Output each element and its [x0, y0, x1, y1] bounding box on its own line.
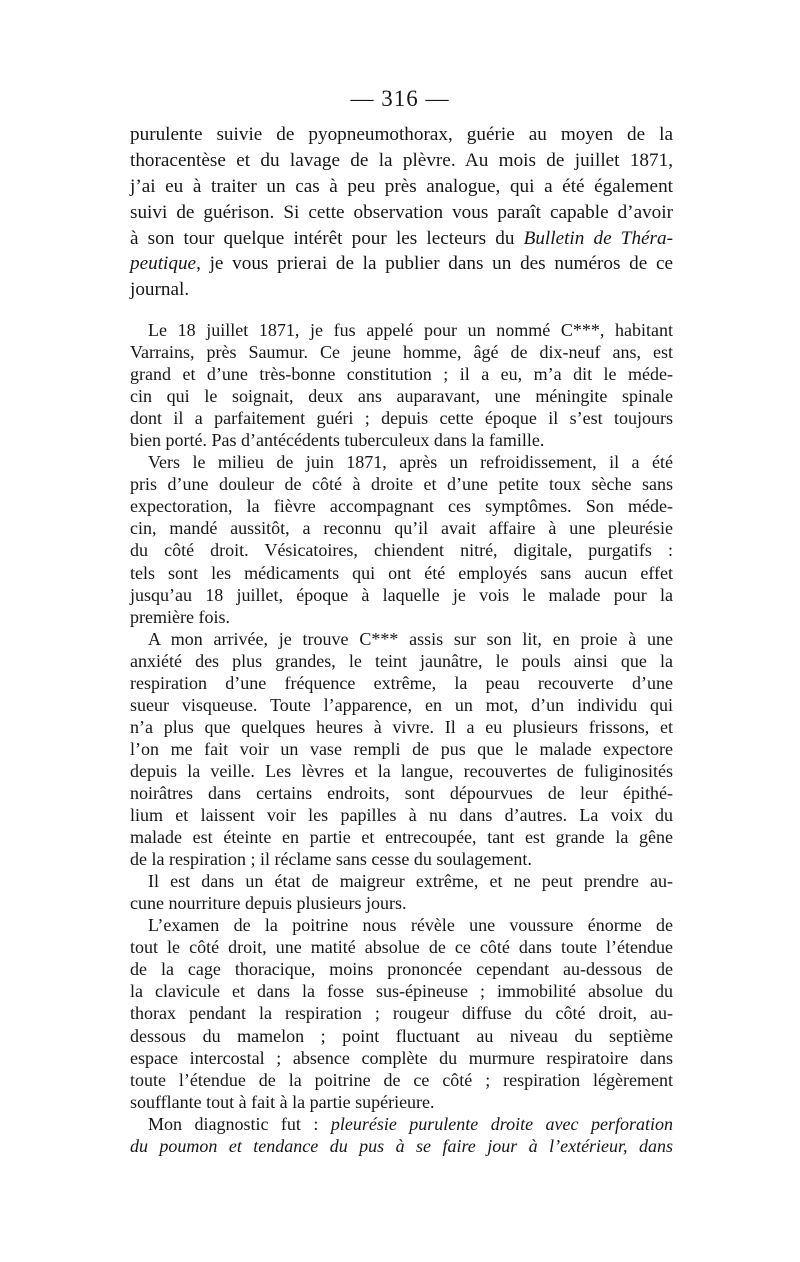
body-line	[130, 1113, 673, 1135]
line-text: journal.	[130, 279, 190, 301]
line-text: purulente suivie de pyopneumothorax, guérie au moyen de la	[130, 124, 673, 145]
line-text: espace intercostal ; absence complète du murmure respiratoire dans	[130, 1047, 673, 1068]
body-line	[130, 804, 673, 826]
line-text: L’examen de la poitrine nous révèle une voussure énorme de	[148, 915, 673, 936]
body-line	[130, 738, 673, 760]
body-line	[130, 650, 673, 672]
body-line	[130, 584, 673, 606]
body-line	[130, 628, 673, 650]
line-text: pris d’une douleur de côté à droite et d’une petite toux sèche sans	[130, 474, 673, 495]
body-line	[130, 716, 673, 738]
line-text: l’on me fait voir un vase rempli de pus que le malade expectore	[130, 738, 673, 759]
line-text: bien porté. Pas d’antécédents tuberculeux dans la famille.	[130, 430, 545, 451]
body-line	[130, 782, 673, 804]
line-text: Varrains, près Saumur. Ce jeune homme, âgé de dix-neuf ans, est	[130, 342, 673, 363]
body-line	[130, 539, 673, 561]
line-text: la clavicule et dans la fosse sus-épineuse ; immobilité absolue du	[130, 981, 673, 1002]
line-text: tout le côté droit, une matité absolue de ce côté dans toute l’étendue	[130, 937, 673, 958]
body-line	[130, 1002, 673, 1024]
body-line	[130, 826, 673, 848]
line-text: cin qui le soignait, deux ans auparavant, une méningite spinale	[130, 386, 673, 407]
line-text: Mon diagnostic fut :	[148, 1113, 331, 1134]
line-text: Vers le milieu de juin 1871, après un refroidissement, il a été	[148, 452, 673, 473]
italic-text: peutique	[130, 253, 197, 275]
body-line	[130, 1025, 673, 1047]
line-text: dessous du mamelon ; point fluctuant au niveau du septième	[130, 1025, 673, 1046]
body-line	[130, 936, 673, 958]
line-text: Le 18 juillet 1871, je fus appelé pour un nommé C***, habitant	[148, 320, 673, 340]
line-text: lium et laissent voir les papilles à nu dans d’autres. La voix du	[130, 805, 673, 826]
line-text: du côté droit. Vésicatoires, chiendent nitré, digitale, purgatifs :	[130, 540, 673, 561]
body-line	[130, 892, 673, 914]
line-text: suivi de guérison. Si cette observation vous paraît capable d’avoir	[130, 201, 673, 223]
body-line	[130, 694, 673, 716]
line-text: à son tour quelque intérêt pour les lecteurs du	[130, 227, 524, 249]
line-text: tels sont les médicaments qui ont été employés sans aucun effet	[130, 562, 673, 583]
page-number: — 316 —	[350, 86, 450, 111]
opening-paragraph-line	[130, 277, 673, 303]
opening-paragraph-line	[130, 148, 673, 174]
body-line	[130, 363, 673, 385]
body-line	[130, 870, 673, 892]
line-text: grand et d’une très-bonne constitution ; il a eu, m’a dit le méde-	[130, 364, 673, 385]
italic-text: Bulletin de Théra-	[523, 227, 673, 249]
body-line	[130, 760, 673, 782]
body-line	[130, 1047, 673, 1069]
line-text: du poumon et tendance du pus à se faire jour à l’extérieur, dans	[130, 1135, 673, 1156]
line-text: sueur visqueuse. Toute l’apparence, en un mot, d’un individu qui	[130, 694, 673, 715]
body-line	[130, 562, 673, 584]
line-text: Il est dans un état de maigreur extrême, et ne peut prendre au-	[148, 871, 673, 892]
body-line	[130, 341, 673, 363]
opening-paragraph-line	[130, 174, 673, 200]
opening-paragraph-line	[130, 122, 673, 148]
body-line	[130, 958, 673, 980]
line-text: expectoration, la fièvre accompagnant ces symptômes. Son méde-	[130, 496, 673, 517]
line-text: j’ai eu à traiter un cas à peu près analogue, qui a été également	[130, 175, 673, 197]
body-line	[130, 517, 673, 539]
line-text: soufflante tout à fait à la partie supérieure.	[130, 1091, 435, 1112]
body-line	[130, 451, 673, 473]
body-line	[130, 385, 673, 407]
body-line	[130, 848, 673, 870]
opening-paragraph-line	[130, 226, 673, 252]
body-line	[130, 606, 673, 628]
line-text: , je vous prierai de la publier dans un des numéros de ce	[196, 253, 673, 275]
body-line	[130, 1135, 673, 1157]
case-report-body	[130, 319, 673, 1157]
line-text: noirâtres dans certains endroits, sont dépourvues de leur épithé-	[130, 782, 673, 803]
line-text: de la cage thoracique, moins prononcée cependant au-dessous de	[130, 959, 673, 980]
body-line	[130, 1091, 673, 1113]
body-line	[130, 914, 673, 936]
body-line	[130, 319, 673, 341]
body-line	[130, 672, 673, 694]
line-text: toute l’étendue de la poitrine de ce côté ; respiration légèrement	[130, 1069, 673, 1090]
body-line	[130, 429, 673, 451]
italic-text: pleurésie purulente droite avec perforation	[330, 1113, 673, 1134]
opening-paragraph	[130, 122, 673, 303]
line-text: depuis la veille. Les lèvres et la langue, recouvertes de fuliginosités	[130, 760, 673, 781]
body-line	[130, 473, 673, 495]
body-line	[130, 980, 673, 1002]
line-text: dont il a parfaitement guéri ; depuis cette époque il s’est toujours	[130, 408, 673, 429]
line-text: malade est éteinte en partie et entrecoupée, tant est grande la gêne	[130, 827, 673, 848]
line-text: cune nourriture depuis plusieurs jours.	[130, 893, 407, 914]
body-line	[130, 495, 673, 517]
line-text: anxiété des plus grandes, le teint jaunâtre, le pouls ainsi que la	[130, 650, 673, 671]
line-text: n’a plus que quelques heures à vivre. Il a eu plusieurs frissons, et	[130, 716, 673, 737]
body-line	[130, 407, 673, 429]
line-text: de la respiration ; il réclame sans cesse du soulagement.	[130, 849, 532, 870]
line-text: A mon arrivée, je trouve C*** assis sur son lit, en proie à une	[148, 628, 673, 649]
line-text: thorax pendant la respiration ; rougeur diffuse du côté droit, au-	[130, 1003, 673, 1024]
line-text: jusqu’au 18 juillet, époque à laquelle je vois le malade pour la	[130, 584, 673, 605]
line-text: première fois.	[130, 606, 230, 627]
line-text: thoracentèse et du lavage de la plèvre. Au mois de juillet 1871,	[130, 149, 673, 171]
opening-paragraph-line	[130, 200, 673, 226]
body-line	[130, 1069, 673, 1091]
line-text: cin, mandé aussitôt, a reconnu qu’il avait affaire à une pleurésie	[130, 518, 673, 539]
line-text: respiration d’une fréquence extrême, la peau recouverte d’une	[130, 672, 673, 693]
opening-paragraph-line	[130, 251, 673, 277]
